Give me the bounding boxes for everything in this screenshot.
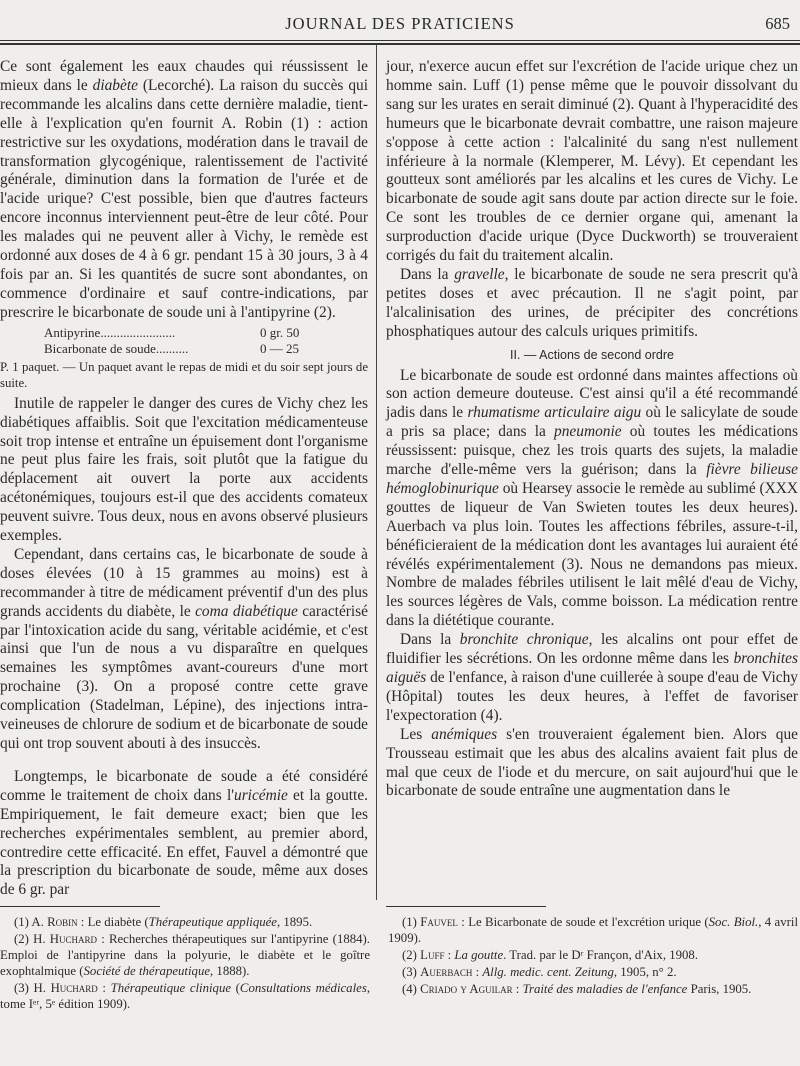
journal-title: JOURNAL DES PRATICIENS [285,14,515,33]
footnote: (2) H. Huchard : Recherches thérapeutiques sur l'antipyrine (1884). Emploi de l'antipyrine dans la polyurie, le diabète et le goître exophtalmique (Société de thérapeutique, 1888). [0,932,370,978]
paragraph-danger: Inutile de rappeler le danger des cures de Vichy chez les diabétiques affaiblis. Soit que l'excitation médicamenteuse soit trop intense et entraîne un épuisement dont l'organisme ne peut plus faire les frais, soit plutôt que la fatigue du déplacement ait ouvert la porte aux accidents acétonémiques, toujours est-il que des accidents comateux peuvent suivre. Tous deux, nous en avons observé plusieurs exemples. [0,394,368,545]
footnote-rule-right [386,906,546,907]
paragraph-second-ordre: Le bicarbonate de soude est ordonné dans maintes affections où son action demeure douteuse. C'est ainsi qu'il a été recommandé jadis dans le rhumatisme articulaire aigu où le salicylate de soude a pris sa place; dans la pneumonie où toutes les médications réussissent: puisque, chez les trois quarts des sujets, la maladie marche d'elle-même vers la guérison; dans la fièvre bilieuse hémoglobinurique où Hearsey associe le remède au sublimé (XXX gouttes de liqueur de Van Swieten toutes les deux heures). Auerbach va plus loin. Toutes les affections fébriles, assure-t-il, bénéficieraient de la médication dont les avantages lui auraient été révélés expérimentalement (3). Nous ne demandons pas mieux. Nombre de malades fébriles utilisent le lait mêlé d'eau de Vichy, les sources légères de Vals, comme boisson. La médication rentre dans la diététique courante. [386,366,799,630]
formula-line: Antipyrine....................... 0 gr. 50 [44,324,300,340]
footnotes-right [388,914,798,998]
paragraph-gravelle: Dans la gravelle, le bicarbonate de soude ne sera prescrit qu'à petites doses et avec précaution. Il ne s'agit point, par l'alcalinisation des urines, de précipiter des concrétions phosphatiques autour des calculs uriques primitifs. [386,265,798,340]
header-rule-thin [0,40,800,41]
footnote-rule-left [0,906,160,907]
footnote: (2) Luff : La goutte. Trad. par le Dʳ Françon, d'Aix, 1908. [402,948,699,962]
paragraph-bronchite: Dans la bronchite chronique, les alcalins ont pour effet de fluidifier les sécrétions. On les ordonne même dans les bronchites aiguës de l'enfance, à raison d'une cuillerée à soupe d'eau de Vichy (Hôpital) toutes les deux heures, à l'effet de favoriser l'expectoration (4). [386,631,798,724]
right-column [386,58,798,801]
paragraph-uricemie: Longtemps, le bicarbonate de soude a été considéré comme le traitement de choix dans l'uricémie et la goutte. Empiriquement, le fait demeure exact; bien que les recherches expérimentales semblent, au premier abord, contredire cette efficacité. En effet, Fauvel a démontré que la prescription du bicarbonate de soude, même aux doses de 6 gr. par [0,767,368,899]
left-column [0,58,368,900]
paragraph-acide-urique: jour, n'exerce aucun effet sur l'excrétion de l'acide urique chez un homme sain. Luff (1) pense même que le pouvoir dissolvant du sang sur les urates en serait diminué (2). Quant à l'hyperacidité des humeurs que le bicarbonate devrait combattre, une raison majeure s'oppose à cette action : l'alcalinité du sang n'est nullement inférieure à la normale (Klemperer, M. Lévy). Et cependant les goutteux sont améliorés par les alcalins et les cures de Vichy. Le bicarbonate de soude agit sans doute par action directe sur le foie. Ce sont les troubles de ce dernier organe qui, amenant la surproduction d'acide urique (Dyce Duckworth) se trouveraient corrigés du fait du traitement alcalin. [386,58,798,265]
footnote: (4) Criado y Aguilar : Traité des maladies de l'enfance Paris, 1905. [402,982,752,996]
footnote: (3) Auerbach : Allg. medic. cent. Zeitung, 1905, n° 2. [402,965,677,979]
column-separator [376,44,377,900]
paragraph-coma: Cependant, dans certains cas, le bicarbonate de soude à doses élevées (10 à 15 grammes au moins) est à recommander à titre de médicament préventif d'un des plus grands accidents du diabète, le coma diabétique caractérisé par l'intoxication acide du sang, véritable acidémie, et c'est ainsi que l'un de nous a vu disparaître en quelques semaines les symptômes avant-coureurs d'une mort prochaine (3). On a proposé contre cette grave complication (Stadelman, Lépine), des injections intra-veineuses de chlorure de sodium et de bicarbonate de soude qui ont trop souvent abouti à des insuccès. [0,545,368,752]
page-number: 685 [765,14,790,33]
formula-note: P. 1 paquet. — Un paquet avant le repas de midi et du soir sept jours de suite. [0,359,368,390]
footnotes-left [0,914,370,1013]
prescription-formula [44,325,368,357]
footnote: (3) H. Huchard : Thérapeutique clinique (Consultations médicales, tome Iᵉʳ, 5ᵉ édition 1909). [0,981,371,1011]
paragraph-anemiques: Les anémiques s'en trouveraient également bien. Alors que Trousseau estimait que les abus des alcalins avaient fait plus de mal que ceux de l'iode et du mercure, on sait aujourd'hui que le bicarbonate de soude entraîne une augmentation dans le [386,725,798,800]
footnote: (1) Fauvel : Le Bicarbonate de soude et l'excrétion urique (Soc. Biol., 4 avril 1909). [388,915,799,945]
section-heading: II. — Actions de second ordre [510,347,674,362]
footnote: (1) A. Robin : Le diabète (Thérapeutique appliquée, 1895. [14,915,313,929]
running-header [0,14,800,36]
paragraph-diabete: Ce sont également les eaux chaudes qui réussissent le mieux dans le diabète (Lecorché). La raison du succès qui recommande les alcalins dans cette dernière maladie, tient-elle à l'explication qu'en fournit A. Robin (1) : action restrictive sur les oxydations, modération dans le travail de transformation glycogénique, ralentissement de l'activité générale, diminution dans la formation de l'urée et de l'acide urique? C'est possible, bien que d'autres facteurs encore inconnus interviennent peut-être de leur côté. Pour les malades qui ne peuvent aller à Vichy, le remède est ordonné aux doses de 4 à 6 gr. pendant 15 à 30 jours, 3 à 4 fois par an. Si les quantités de sucre sont abondantes, on commence d'ordinaire et sauf contre-indications, par prescrire le bicarbonate de soude uni à l'antipyrine (2). [0,58,368,321]
formula-line: Bicarbonate de soude.......... 0 — 25 [44,340,299,356]
header-rule-thick [0,43,800,45]
